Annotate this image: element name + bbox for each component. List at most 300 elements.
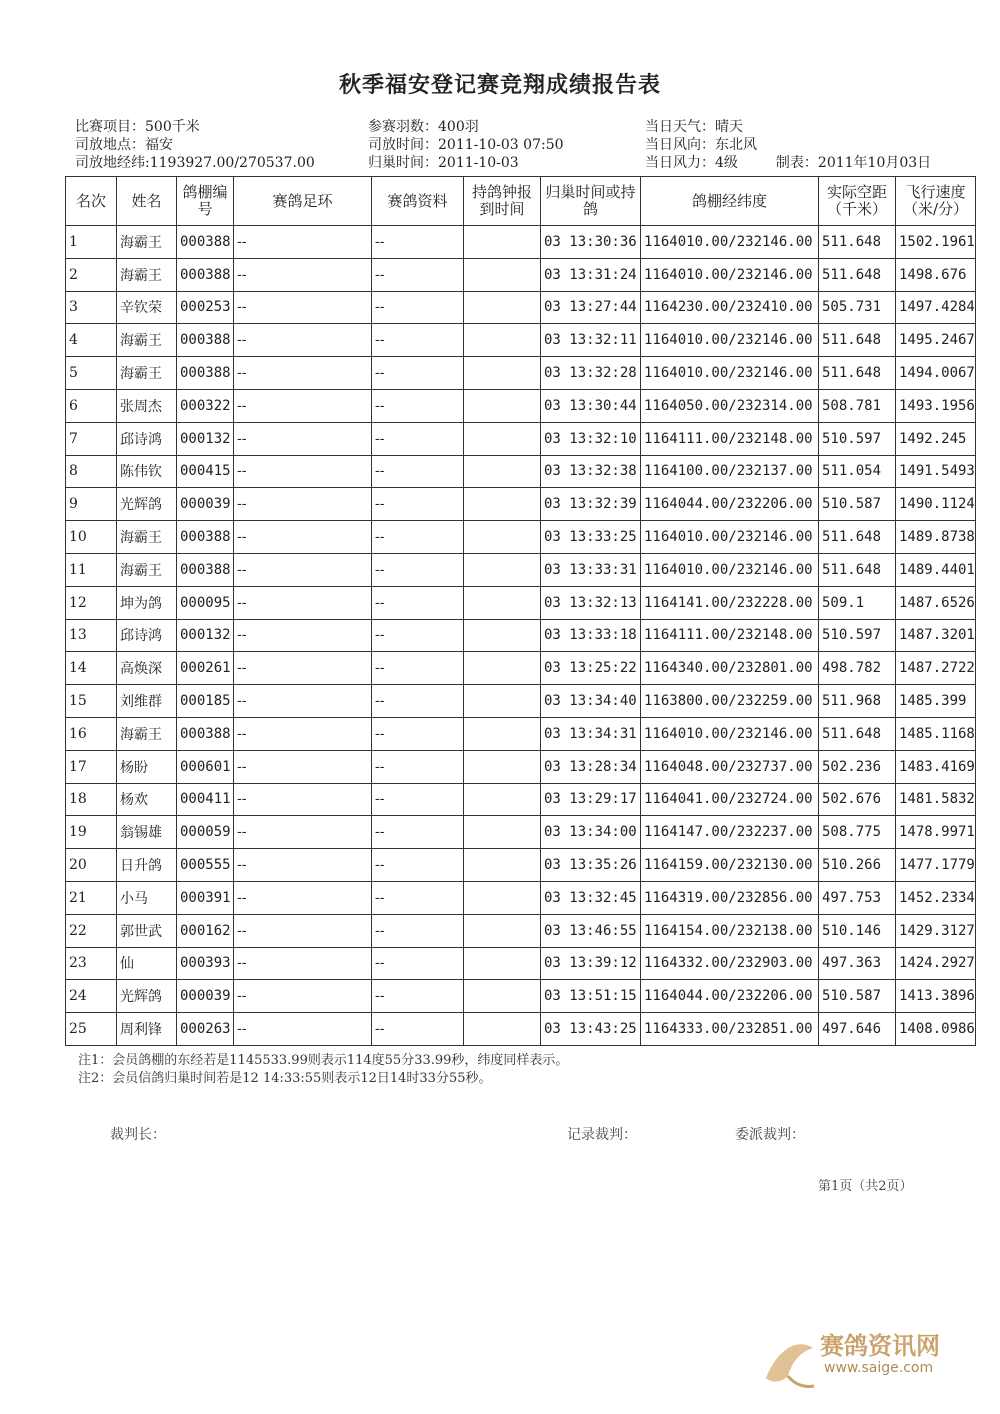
cell-loft: 000095 [177,586,234,619]
watermark [758,1318,978,1398]
cell-info: -- [372,324,464,357]
return-time: 归巢时间：2011-10-03 [368,155,519,171]
cell-name: 高焕深 [117,652,177,685]
cell-arrival: 03 13:32:45 [541,881,641,914]
results-table [65,176,976,1046]
cell-speed: 1483.4169 [896,750,976,783]
cell-rank: 8 [66,455,117,488]
cell-info: -- [372,226,464,259]
cell-arrival: 03 13:30:36 [541,226,641,259]
cell-distance: 511.968 [819,685,896,718]
cell-rank: 2 [66,258,117,291]
cell-loft: 000555 [177,849,234,882]
cell-info: -- [372,422,464,455]
cell-speed: 1452.2334 [896,881,976,914]
cell-ring: -- [234,455,372,488]
cell-arrival: 03 13:32:11 [541,324,641,357]
cell-distance: 510.266 [819,849,896,882]
cell-clock [464,586,541,619]
cell-name: 海霸王 [117,357,177,390]
cell-ring: -- [234,258,372,291]
cell-name: 周利锋 [117,1013,177,1046]
cell-speed: 1487.2722 [896,652,976,685]
table-row [66,357,976,390]
cell-info: -- [372,652,464,685]
cell-rank: 9 [66,488,117,521]
cell-arrival: 03 13:39:12 [541,947,641,980]
cell-loft: 000185 [177,685,234,718]
cell-loft: 000415 [177,455,234,488]
info-middle [368,118,564,172]
cell-ring: -- [234,881,372,914]
cell-distance: 511.648 [819,324,896,357]
table-row [66,685,976,718]
cell-distance: 498.782 [819,652,896,685]
cell-coords: 1164010.00/232146.00 [641,324,819,357]
cell-name: 海霸王 [117,226,177,259]
cell-coords: 1164333.00/232851.00 [641,1013,819,1046]
table-row [66,652,976,685]
table-row [66,324,976,357]
cell-clock [464,455,541,488]
cell-rank: 14 [66,652,117,685]
cell-coords: 1164111.00/232148.00 [641,619,819,652]
cell-arrival: 03 13:51:15 [541,980,641,1013]
pigeon-logo-icon [758,1318,818,1398]
cell-rank: 5 [66,357,117,390]
cell-ring: -- [234,357,372,390]
cell-coords: 1164100.00/232137.00 [641,455,819,488]
cell-loft: 000059 [177,816,234,849]
cell-arrival: 03 13:33:31 [541,553,641,586]
cell-info: -- [372,750,464,783]
cell-ring: -- [234,488,372,521]
cell-info: -- [372,389,464,422]
cell-name: 杨盼 [117,750,177,783]
cell-rank: 11 [66,553,117,586]
cell-rank: 6 [66,389,117,422]
cell-coords: 1164230.00/232410.00 [641,291,819,324]
table-row [66,258,976,291]
cell-distance: 508.775 [819,816,896,849]
cell-loft: 000388 [177,226,234,259]
table-row [66,619,976,652]
cell-loft: 000393 [177,947,234,980]
cell-loft: 000411 [177,783,234,816]
cell-info: -- [372,717,464,750]
cell-rank: 15 [66,685,117,718]
cell-clock [464,553,541,586]
cell-ring: -- [234,980,372,1013]
cell-ring: -- [234,521,372,554]
cell-clock [464,258,541,291]
col-distance: 实际空距（千米） [819,177,896,226]
cell-info: -- [372,521,464,554]
cell-loft: 000388 [177,258,234,291]
cell-rank: 19 [66,816,117,849]
cell-coords: 1164159.00/232130.00 [641,849,819,882]
cell-distance: 497.363 [819,947,896,980]
cell-arrival: 03 13:27:44 [541,291,641,324]
cell-speed: 1489.8738 [896,521,976,554]
cell-rank: 25 [66,1013,117,1046]
cell-speed: 1478.9971 [896,816,976,849]
cell-speed: 1494.0067 [896,357,976,390]
cell-loft: 000263 [177,1013,234,1046]
cell-clock [464,914,541,947]
table-row [66,980,976,1013]
table-row [66,521,976,554]
table-row [66,914,976,947]
cell-info: -- [372,816,464,849]
watermark-site-name: 赛鸽资讯网 [820,1332,940,1360]
cell-coords: 1164010.00/232146.00 [641,357,819,390]
cell-arrival: 03 13:30:44 [541,389,641,422]
cell-coords: 1164010.00/232146.00 [641,258,819,291]
cell-name: 海霸王 [117,324,177,357]
cell-name: 辛钦荣 [117,291,177,324]
cell-name: 小马 [117,881,177,914]
cell-name: 海霸王 [117,553,177,586]
cell-loft: 000132 [177,422,234,455]
cell-coords: 1164010.00/232146.00 [641,226,819,259]
cell-loft: 000601 [177,750,234,783]
cell-distance: 497.753 [819,881,896,914]
table-row [66,389,976,422]
cell-distance: 511.648 [819,717,896,750]
cell-loft: 000388 [177,357,234,390]
cell-distance: 511.648 [819,553,896,586]
cell-ring: -- [234,685,372,718]
entries-count: 参赛羽数：400羽 [368,119,479,135]
cell-name: 邱诗鸿 [117,619,177,652]
cell-info: -- [372,914,464,947]
cell-name: 陈伟钦 [117,455,177,488]
cell-coords: 1164340.00/232801.00 [641,652,819,685]
cell-ring: -- [234,816,372,849]
made-date: 制表：2011年10月03日 [775,155,932,171]
cell-loft: 000322 [177,389,234,422]
cell-clock [464,816,541,849]
wind-direction: 当日风向：东北风 [645,137,757,153]
cell-ring: -- [234,389,372,422]
cell-speed: 1429.3127 [896,914,976,947]
cell-loft: 000388 [177,324,234,357]
col-rank: 名次 [66,177,117,226]
cell-distance: 502.676 [819,783,896,816]
cell-rank: 23 [66,947,117,980]
cell-name: 光辉鸽 [117,488,177,521]
cell-coords: 1164044.00/232206.00 [641,488,819,521]
watermark-url: www.saige.com [824,1360,934,1376]
cell-speed: 1485.399 [896,685,976,718]
cell-ring: -- [234,750,372,783]
cell-info: -- [372,553,464,586]
cell-name: 张周杰 [117,389,177,422]
recorder-judge-label: 记录裁判： [567,1127,637,1143]
cell-clock [464,849,541,882]
cell-coords: 1164041.00/232724.00 [641,783,819,816]
cell-speed: 1487.3201 [896,619,976,652]
cell-name: 坤为鸽 [117,586,177,619]
table-row [66,783,976,816]
cell-name: 邱诗鸿 [117,422,177,455]
cell-info: -- [372,357,464,390]
cell-speed: 1492.245 [896,422,976,455]
cell-rank: 1 [66,226,117,259]
cell-clock [464,947,541,980]
cell-speed: 1413.3896 [896,980,976,1013]
cell-coords: 1164010.00/232146.00 [641,553,819,586]
cell-clock [464,652,541,685]
release-coords: 司放地经纬:1193927.00/270537.00 [75,155,315,171]
table-row [66,750,976,783]
cell-rank: 13 [66,619,117,652]
cell-ring: -- [234,947,372,980]
cell-loft: 000388 [177,521,234,554]
cell-clock [464,488,541,521]
cell-rank: 21 [66,881,117,914]
page-number: 第1页（共2页） [818,1179,913,1194]
info-right [645,118,931,172]
cell-distance: 510.597 [819,619,896,652]
cell-rank: 10 [66,521,117,554]
cell-arrival: 03 13:46:55 [541,914,641,947]
cell-arrival: 03 13:28:34 [541,750,641,783]
cell-ring: -- [234,652,372,685]
cell-name: 日升鸽 [117,849,177,882]
cell-name: 杨欢 [117,783,177,816]
cell-distance: 502.236 [819,750,896,783]
col-coords: 鸽棚经纬度 [641,177,819,226]
table-row [66,422,976,455]
event-info: 比赛项目：500千米 [75,119,200,135]
cell-rank: 20 [66,849,117,882]
table-row [66,816,976,849]
cell-distance: 505.731 [819,291,896,324]
col-speed: 飞行速度（米/分） [896,177,976,226]
table-row [66,881,976,914]
note-1: 注1：会员鸽棚的东经若是1145533.99则表示114度55分33.99秒，纬度同样表示。 [78,1053,569,1068]
note-2: 注2：会员信鸽归巢时间若是12 14:33:55则表示12日14时33分55秒。 [78,1071,492,1086]
cell-arrival: 03 13:34:00 [541,816,641,849]
table-row [66,849,976,882]
chief-judge-label: 裁判长： [110,1127,166,1143]
cell-ring: -- [234,586,372,619]
table-row [66,488,976,521]
cell-name: 海霸王 [117,717,177,750]
cell-arrival: 03 13:35:26 [541,849,641,882]
cell-loft: 000388 [177,553,234,586]
cell-name: 海霸王 [117,521,177,554]
cell-arrival: 03 13:29:17 [541,783,641,816]
cell-clock [464,422,541,455]
cell-distance: 508.781 [819,389,896,422]
cell-info: -- [372,586,464,619]
cell-arrival: 03 13:34:31 [541,717,641,750]
col-clock: 持鸽钟报到时间 [464,177,541,226]
cell-arrival: 03 13:32:13 [541,586,641,619]
cell-clock [464,881,541,914]
cell-info: -- [372,258,464,291]
wind-force-value: 当日风力：4级 [645,155,738,171]
cell-loft: 000039 [177,980,234,1013]
cell-speed: 1424.2927 [896,947,976,980]
cell-speed: 1493.1956 [896,389,976,422]
table-row [66,1013,976,1046]
cell-name: 仙 [117,947,177,980]
table-row [66,717,976,750]
cell-info: -- [372,849,464,882]
cell-distance: 511.648 [819,258,896,291]
cell-speed: 1408.0986 [896,1013,976,1046]
cell-name: 翁锡雄 [117,816,177,849]
col-ring: 赛鸽足环 [234,177,372,226]
cell-arrival: 03 13:33:18 [541,619,641,652]
cell-info: -- [372,783,464,816]
cell-coords: 1164048.00/232737.00 [641,750,819,783]
cell-arrival: 03 13:32:38 [541,455,641,488]
results-body [66,226,976,1046]
cell-loft: 000388 [177,717,234,750]
cell-speed: 1487.6526 [896,586,976,619]
cell-clock [464,685,541,718]
release-place: 司放地点：福安 [75,137,173,153]
cell-clock [464,1013,541,1046]
cell-coords: 1164154.00/232138.00 [641,914,819,947]
cell-clock [464,226,541,259]
cell-rank: 24 [66,980,117,1013]
cell-coords: 1164111.00/232148.00 [641,422,819,455]
cell-loft: 000132 [177,619,234,652]
wind-force [645,154,931,172]
cell-speed: 1497.4284 [896,291,976,324]
cell-rank: 3 [66,291,117,324]
cell-speed: 1481.5832 [896,783,976,816]
cell-name: 光辉鸽 [117,980,177,1013]
cell-coords: 1163800.00/232259.00 [641,685,819,718]
col-info: 赛鸽资料 [372,177,464,226]
cell-ring: -- [234,849,372,882]
cell-loft: 000253 [177,291,234,324]
col-loft-no: 鸽棚编号 [177,177,234,226]
cell-rank: 12 [66,586,117,619]
cell-arrival: 03 13:32:28 [541,357,641,390]
cell-coords: 1164319.00/232856.00 [641,881,819,914]
cell-clock [464,324,541,357]
cell-distance: 510.597 [819,422,896,455]
cell-arrival: 03 13:31:24 [541,258,641,291]
cell-distance: 509.1 [819,586,896,619]
delegate-judge-label: 委派裁判： [735,1127,805,1143]
cell-speed: 1485.1168 [896,717,976,750]
cell-speed: 1491.5493 [896,455,976,488]
cell-clock [464,521,541,554]
cell-distance: 510.146 [819,914,896,947]
cell-distance: 511.648 [819,226,896,259]
cell-ring: -- [234,422,372,455]
cell-ring: -- [234,717,372,750]
table-row [66,291,976,324]
table-row [66,553,976,586]
cell-coords: 1164010.00/232146.00 [641,521,819,554]
cell-loft: 000391 [177,881,234,914]
cell-distance: 497.646 [819,1013,896,1046]
cell-arrival: 03 13:32:39 [541,488,641,521]
cell-speed: 1502.1961 [896,226,976,259]
cell-clock [464,717,541,750]
weather: 当日天气：晴天 [645,119,743,135]
cell-coords: 1164050.00/232314.00 [641,389,819,422]
cell-distance: 511.648 [819,357,896,390]
cell-distance: 510.587 [819,488,896,521]
cell-clock [464,389,541,422]
cell-loft: 000162 [177,914,234,947]
cell-info: -- [372,980,464,1013]
cell-speed: 1498.676 [896,258,976,291]
header-row [66,177,976,226]
cell-arrival: 03 13:32:10 [541,422,641,455]
info-left [75,118,315,172]
cell-ring: -- [234,553,372,586]
cell-ring: -- [234,324,372,357]
col-name: 姓名 [117,177,177,226]
cell-rank: 16 [66,717,117,750]
cell-name: 海霸王 [117,258,177,291]
cell-info: -- [372,619,464,652]
cell-ring: -- [234,291,372,324]
cell-info: -- [372,685,464,718]
cell-info: -- [372,881,464,914]
cell-distance: 510.587 [819,980,896,1013]
cell-clock [464,980,541,1013]
cell-info: -- [372,947,464,980]
cell-distance: 511.054 [819,455,896,488]
cell-ring: -- [234,783,372,816]
cell-clock [464,783,541,816]
cell-arrival: 03 13:33:25 [541,521,641,554]
col-arrival: 归巢时间或持鸽 [541,177,641,226]
cell-loft: 000261 [177,652,234,685]
cell-speed: 1495.2467 [896,324,976,357]
cell-arrival: 03 13:25:22 [541,652,641,685]
table-row [66,226,976,259]
cell-rank: 7 [66,422,117,455]
cell-coords: 1164332.00/232903.00 [641,947,819,980]
cell-distance: 511.648 [819,521,896,554]
cell-name: 刘维群 [117,685,177,718]
cell-loft: 000039 [177,488,234,521]
cell-info: -- [372,1013,464,1046]
cell-coords: 1164010.00/232146.00 [641,717,819,750]
release-time: 司放时间：2011-10-03 07:50 [368,137,564,153]
cell-ring: -- [234,914,372,947]
cell-ring: -- [234,1013,372,1046]
cell-clock [464,619,541,652]
page-title: 秋季福安登记赛竞翔成绩报告表 [338,72,661,98]
table-row [66,455,976,488]
cell-info: -- [372,455,464,488]
cell-clock [464,357,541,390]
cell-speed: 1489.4401 [896,553,976,586]
cell-info: -- [372,488,464,521]
cell-speed: 1490.1124 [896,488,976,521]
cell-arrival: 03 13:34:40 [541,685,641,718]
cell-clock [464,291,541,324]
cell-rank: 17 [66,750,117,783]
cell-coords: 1164147.00/232237.00 [641,816,819,849]
cell-coords: 1164141.00/232228.00 [641,586,819,619]
